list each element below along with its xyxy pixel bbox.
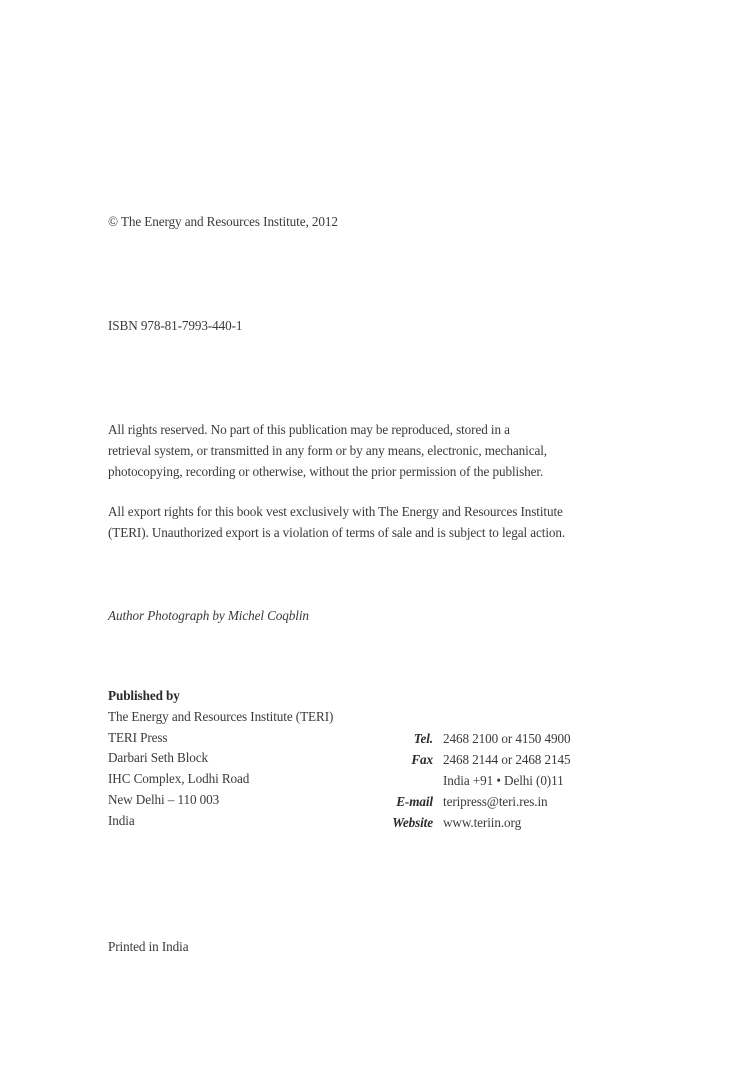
export-line: All export rights for this book vest exclusively with The Energy and Resources Institute (108, 504, 563, 519)
isbn: ISBN 978-81-7993-440-1 (108, 318, 243, 333)
rights-line: retrieval system, or transmitted in any form or by any means, electronic, mechanical, (108, 443, 547, 458)
dial-code-value: India +91 • Delhi (0)11 (443, 773, 564, 788)
publisher-heading: Published by (108, 688, 180, 703)
publisher-address (108, 686, 333, 832)
website-label: Website (392, 815, 433, 830)
photo-credit: Author Photograph by Michel Coqblin (108, 608, 309, 623)
email-value: teripress@teri.res.in (443, 794, 548, 809)
address-line: TERI Press (108, 729, 168, 745)
rights-line: All rights reserved. No part of this publication may be reproduced, stored in a (108, 422, 510, 437)
address-line: The Energy and Resources Institute (TERI) (108, 708, 334, 724)
rights-paragraph (108, 419, 547, 482)
fax-label: Fax (411, 752, 433, 767)
address-line: Darbari Seth Block (108, 750, 209, 766)
address-line: India (108, 812, 135, 828)
rights-line: photocopying, recording or otherwise, without the prior permission of the publisher. (108, 464, 544, 479)
website-value: www.teriin.org (443, 815, 522, 830)
fax-value: 2468 2144 or 2468 2145 (443, 752, 571, 767)
tel-value: 2468 2100 or 4150 4900 (443, 731, 571, 746)
address-line: New Delhi – 110 003 (108, 791, 220, 807)
copyright-notice: © The Energy and Resources Institute, 2012 (108, 214, 338, 229)
email-label: E-mail (396, 794, 433, 809)
export-line: (TERI). Unauthorized export is a violation of terms of sale and is subject to legal action. (108, 525, 566, 540)
printed-in: Printed in India (108, 939, 189, 954)
export-paragraph (108, 501, 565, 543)
address-line: IHC Complex, Lodhi Road (108, 771, 250, 787)
tel-label: Tel. (413, 731, 433, 746)
